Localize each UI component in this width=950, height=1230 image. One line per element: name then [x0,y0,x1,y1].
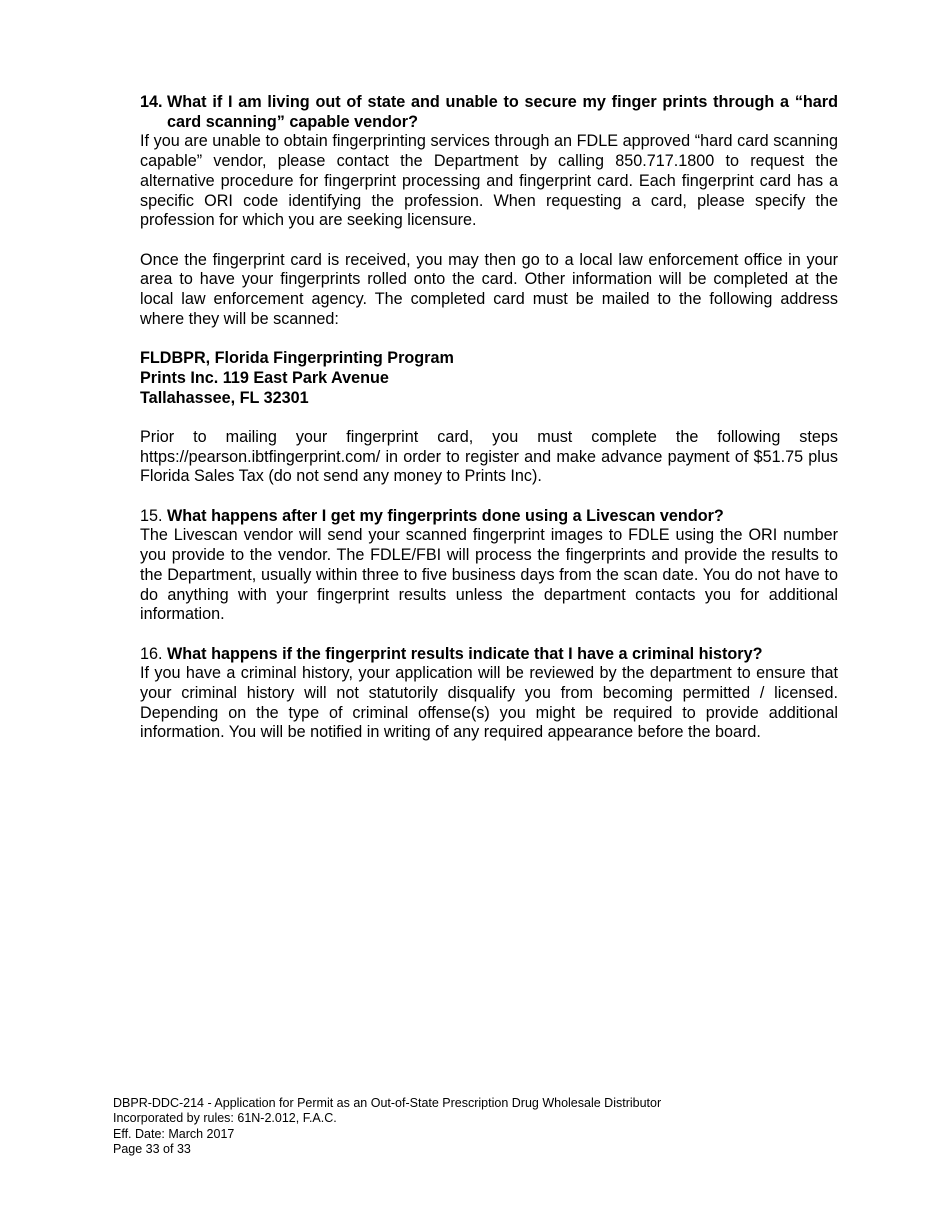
question-16-heading [140,645,838,665]
answer-14-paragraph-3: Prior to mailing your fingerprint card, you must complete the following steps https://pearson.ibtfingerprint.com/ in order to register and make advance payment of $51.75 plus Florida Sales Tax (do not send any money to Prints Inc). [140,427,838,486]
question-15-heading [140,507,838,527]
address-line-1: FLDBPR, Florida Fingerprinting Program [140,349,454,368]
question-16-number: 16. [140,644,163,663]
footer-effective-date: Eff. Date: March 2017 [113,1126,235,1141]
question-15-text: What happens after I get my fingerprints done using a Livescan vendor? [167,506,724,525]
address-line-2: Prints Inc. 119 East Park Avenue [140,368,389,387]
question-14-heading [140,93,838,132]
document-body [140,93,838,743]
answer-15: The Livescan vendor will send your scanned fingerprint images to FDLE using the ORI number you provide to the vendor. The FDLE/FBI will process the fingerprints and provide the results to the Department, usually within three to five business days from the scan date. You do not have to do anything with your fingerprint results unless the department contacts you for additional information. [140,526,838,624]
page-footer [113,1096,661,1157]
footer-page-number: Page 33 of 33 [113,1141,191,1156]
answer-14-paragraph-1: If you are unable to obtain fingerprinting services through an FDLE approved “hard card scanning capable” vendor, please contact the Department by calling 850.717.1800 to request the alternative procedure for fingerprint processing and fingerprint card. Each fingerprint card has a specific ORI code identifying the profession. When requesting a card, please specify the profession for which you are seeking licensure. [140,132,838,230]
answer-16: If you have a criminal history, your application will be reviewed by the department to ensure that your criminal history will not statutorily disqualify you from becoming permitted / licensed. Depending on the type of criminal offense(s) you might be required to provide additional information. You will be notified in writing of any required appearance before the board. [140,664,838,742]
footer-form-title: DBPR-DDC-214 - Application for Permit as an Out-of-State Prescription Drug Wholesale Distributor [113,1096,662,1110]
question-14-text: What if I am living out of state and unable to secure my finger prints through a “hard card scanning” capable vendor? [167,93,838,131]
question-16-text: What happens if the fingerprint results indicate that I have a criminal history? [167,644,763,663]
question-15-number: 15. [140,506,163,525]
question-14-number: 14. [140,93,163,111]
mailing-address [140,349,838,408]
address-line-3: Tallahassee, FL 32301 [140,388,309,407]
answer-14-paragraph-2: Once the fingerprint card is received, you may then go to a local law enforcement office in your area to have your fingerprints rolled onto the card. Other information will be completed at the local law enforcement agency. The completed card must be mailed to the following address where they will be scanned: [140,250,838,328]
footer-rule-reference: Incorporated by rules: 61N-2.012, F.A.C. [113,1111,337,1126]
